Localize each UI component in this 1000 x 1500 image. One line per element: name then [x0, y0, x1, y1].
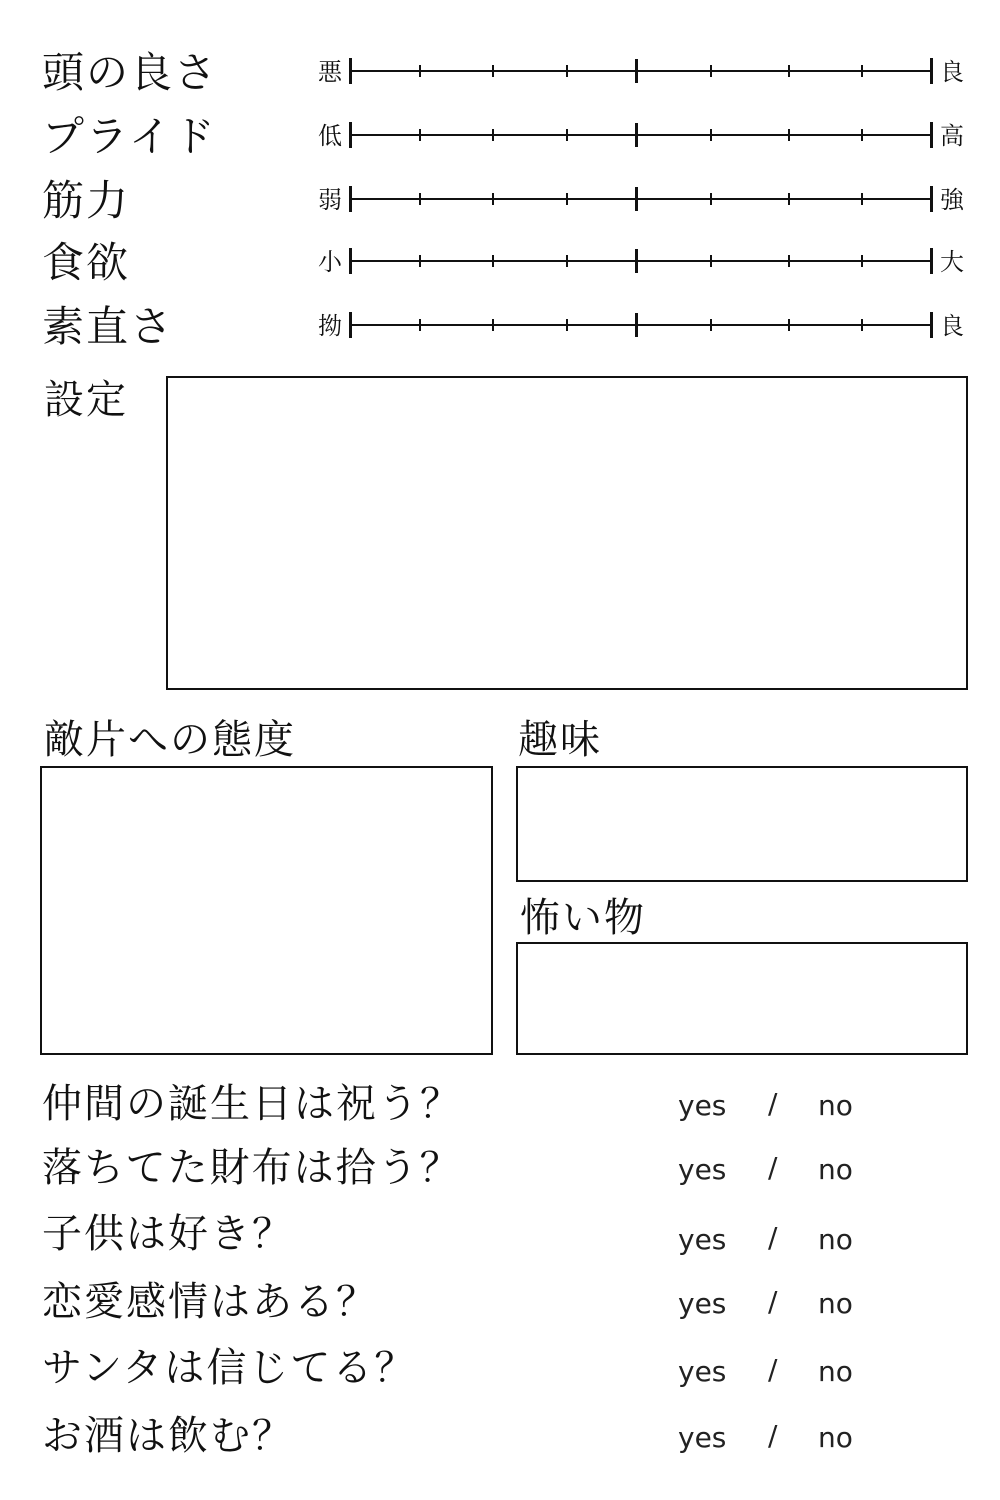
- answer-yes[interactable]: yes: [678, 1421, 727, 1454]
- scale-tick[interactable]: [710, 319, 712, 331]
- scale-axis: [349, 134, 933, 136]
- scale-tick[interactable]: [419, 65, 421, 77]
- scale-tick[interactable]: [492, 193, 494, 205]
- scale-high-label: 強: [940, 186, 964, 214]
- scale-tick[interactable]: [710, 129, 712, 141]
- rating-scale[interactable]: [349, 186, 933, 212]
- settings-label: 設定: [44, 377, 128, 423]
- scale-tick[interactable]: [566, 319, 568, 331]
- scale-tick[interactable]: [566, 255, 568, 267]
- scale-tick[interactable]: [419, 129, 421, 141]
- scale-tick-center[interactable]: [635, 123, 638, 147]
- scale-high-label: 高: [940, 122, 964, 150]
- answer-no[interactable]: no: [818, 1287, 853, 1320]
- answer-yes[interactable]: yes: [678, 1223, 727, 1256]
- scale-tick[interactable]: [566, 193, 568, 205]
- settings-box[interactable]: [166, 376, 968, 690]
- fear-input[interactable]: [518, 944, 966, 1053]
- answer-no[interactable]: no: [818, 1355, 853, 1388]
- question-text: 落ちてた財布は拾う？: [42, 1145, 462, 1191]
- scale-tick[interactable]: [492, 129, 494, 141]
- rating-scale[interactable]: [349, 122, 933, 148]
- attitude-input[interactable]: [42, 768, 491, 1053]
- scale-tick[interactable]: [861, 65, 863, 77]
- scale-end-cap: [349, 122, 352, 148]
- rating-scale[interactable]: [349, 58, 933, 84]
- answer-separator: /: [768, 1353, 778, 1386]
- scale-tick[interactable]: [419, 319, 421, 331]
- scale-tick[interactable]: [566, 65, 568, 77]
- scale-end-cap: [930, 122, 933, 148]
- hobby-label: 趣味: [518, 717, 602, 763]
- scale-end-cap: [349, 58, 352, 84]
- scale-tick[interactable]: [566, 129, 568, 141]
- question-text: 仲間の誕生日は祝う？: [42, 1081, 462, 1127]
- settings-input[interactable]: [168, 378, 966, 688]
- scale-tick[interactable]: [710, 255, 712, 267]
- scale-high-label: 大: [940, 248, 964, 276]
- scale-tick[interactable]: [710, 193, 712, 205]
- scale-tick[interactable]: [492, 319, 494, 331]
- answer-no[interactable]: no: [818, 1421, 853, 1454]
- rating-scale[interactable]: [349, 312, 933, 338]
- scale-end-cap: [349, 312, 352, 338]
- answer-separator: /: [768, 1151, 778, 1184]
- scale-low-label: 小: [318, 248, 342, 276]
- scale-tick[interactable]: [492, 65, 494, 77]
- scale-tick[interactable]: [788, 193, 790, 205]
- scale-axis: [349, 70, 933, 72]
- answer-yes[interactable]: yes: [678, 1153, 727, 1186]
- attitude-box[interactable]: [40, 766, 493, 1055]
- hobby-box[interactable]: [516, 766, 968, 882]
- scale-tick[interactable]: [710, 65, 712, 77]
- scale-end-cap: [930, 186, 933, 212]
- scale-high-label: 良: [940, 58, 964, 86]
- scale-tick[interactable]: [861, 129, 863, 141]
- scale-tick[interactable]: [861, 319, 863, 331]
- fear-box[interactable]: [516, 942, 968, 1055]
- rating-scale[interactable]: [349, 248, 933, 274]
- fear-label: 怖い物: [520, 895, 646, 941]
- scale-axis: [349, 260, 933, 262]
- scale-low-label: 低: [318, 122, 342, 150]
- question-text: 子供は好き？: [42, 1211, 294, 1257]
- scale-low-label: 拗: [318, 312, 342, 340]
- stat-label: 素直さ: [42, 302, 175, 351]
- scale-high-label: 良: [940, 312, 964, 340]
- scale-low-label: 悪: [318, 58, 342, 86]
- answer-no[interactable]: no: [818, 1089, 853, 1122]
- question-text: サンタは信じてる？: [42, 1345, 417, 1391]
- hobby-input[interactable]: [518, 768, 966, 880]
- scale-tick-center[interactable]: [635, 59, 638, 83]
- answer-no[interactable]: no: [818, 1153, 853, 1186]
- scale-tick[interactable]: [788, 129, 790, 141]
- attitude-label: 敵片への態度: [44, 717, 296, 763]
- answer-separator: /: [768, 1087, 778, 1120]
- stat-label: プライド: [42, 112, 217, 161]
- answer-separator: /: [768, 1285, 778, 1318]
- answer-separator: /: [768, 1221, 778, 1254]
- stat-label: 食欲: [42, 238, 131, 287]
- answer-yes[interactable]: yes: [678, 1355, 727, 1388]
- scale-tick[interactable]: [492, 255, 494, 267]
- scale-low-label: 弱: [318, 186, 342, 214]
- stat-label: 筋力: [42, 176, 131, 225]
- scale-tick[interactable]: [788, 255, 790, 267]
- scale-tick[interactable]: [788, 319, 790, 331]
- answer-no[interactable]: no: [818, 1223, 853, 1256]
- scale-axis: [349, 198, 933, 200]
- scale-end-cap: [930, 58, 933, 84]
- scale-tick-center[interactable]: [635, 187, 638, 211]
- answer-yes[interactable]: yes: [678, 1287, 727, 1320]
- answer-yes[interactable]: yes: [678, 1089, 727, 1122]
- scale-tick[interactable]: [419, 193, 421, 205]
- scale-end-cap: [349, 186, 352, 212]
- scale-tick-center[interactable]: [635, 249, 638, 273]
- answer-separator: /: [768, 1419, 778, 1452]
- scale-end-cap: [930, 312, 933, 338]
- question-text: 恋愛感情はある？: [42, 1279, 378, 1325]
- scale-end-cap: [349, 248, 352, 274]
- scale-tick[interactable]: [861, 255, 863, 267]
- scale-tick-center[interactable]: [635, 313, 638, 337]
- scale-tick[interactable]: [861, 193, 863, 205]
- question-text: お酒は飲む？: [42, 1413, 294, 1459]
- scale-tick[interactable]: [419, 255, 421, 267]
- stat-label: 頭の良さ: [42, 48, 219, 97]
- scale-tick[interactable]: [788, 65, 790, 77]
- scale-end-cap: [930, 248, 933, 274]
- scale-axis: [349, 324, 933, 326]
